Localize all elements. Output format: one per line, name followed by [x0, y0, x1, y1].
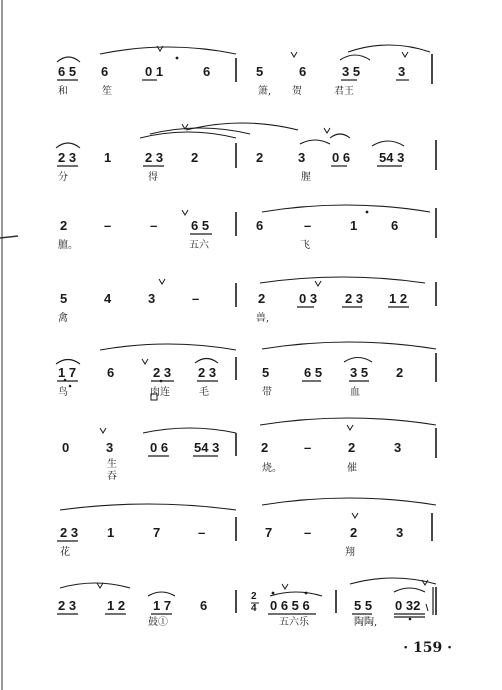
slur — [262, 342, 436, 349]
lyric: 肉连 — [150, 387, 170, 398]
note: 1 — [107, 525, 115, 540]
slur — [262, 205, 430, 212]
note: 3 5 — [342, 64, 361, 79]
slur — [100, 344, 236, 350]
lyric: 生 — [107, 459, 117, 470]
note: – — [198, 525, 206, 540]
breath-mark — [352, 513, 358, 518]
note: – — [304, 440, 312, 455]
note: 2 3 — [58, 598, 77, 613]
slur — [394, 588, 425, 592]
note: 3 — [106, 440, 114, 455]
slur — [300, 140, 330, 144]
note: 54 3 — [379, 150, 405, 165]
slur — [270, 592, 322, 596]
note: 1 2 — [107, 598, 126, 613]
page-edge-mark — [0, 236, 18, 238]
breath-mark — [282, 584, 288, 589]
note: 2 3 — [60, 525, 79, 540]
note: 2 3 — [345, 291, 364, 306]
slur — [56, 143, 80, 148]
note: 5 — [60, 291, 68, 306]
note: 6 5 — [304, 365, 323, 380]
time-signature-bottom: 4 — [251, 603, 257, 614]
note: 0 1 — [145, 64, 164, 79]
note: 1 — [350, 218, 358, 233]
breath-mark — [159, 279, 165, 284]
octave-dot — [409, 618, 412, 621]
lyric: 带 — [262, 387, 272, 398]
note: 6 — [101, 64, 109, 79]
note: 6 5 — [58, 64, 77, 79]
lyric: 腥 — [301, 172, 311, 183]
note: 2 — [350, 525, 358, 540]
note: 2 3 — [145, 150, 164, 165]
note: – — [192, 291, 200, 306]
lyric: 箫, — [258, 86, 272, 97]
note: 2 3 — [153, 365, 172, 380]
note: 2 — [261, 440, 269, 455]
octave-dot — [176, 57, 179, 60]
breath-mark — [97, 583, 103, 588]
octave-dot — [305, 592, 308, 595]
note: – — [304, 525, 312, 540]
note: 3 — [298, 150, 306, 165]
note: 6 — [107, 365, 115, 380]
slur — [195, 359, 218, 364]
note: 7 — [153, 525, 161, 540]
note: 6 — [299, 64, 307, 79]
note: 1 2 — [389, 291, 408, 306]
note: 3 — [398, 64, 406, 79]
note: 0 6 — [150, 440, 169, 455]
lyric: 得 — [148, 172, 158, 183]
slur — [143, 428, 236, 433]
breath-mark — [100, 428, 106, 433]
note: 0 6 — [332, 150, 351, 165]
note: 2 3 — [198, 365, 217, 380]
note: 3 — [148, 291, 156, 306]
slur — [344, 358, 372, 363]
slur — [330, 134, 350, 138]
slur — [340, 55, 370, 60]
breath-mark — [347, 425, 353, 430]
lyric: 分 — [58, 172, 68, 183]
time-signature-top: 2 — [251, 591, 257, 602]
breath-mark — [291, 52, 297, 57]
note: 2 — [396, 365, 404, 380]
lyric: 兽, — [256, 313, 270, 324]
note: 2 3 — [58, 150, 77, 165]
breath-mark — [402, 52, 408, 57]
lyric: 血 — [350, 387, 360, 398]
note: 6 — [203, 64, 211, 79]
slur — [56, 360, 80, 365]
lyric: 贺 — [292, 86, 302, 97]
lyric: 翔 — [345, 547, 355, 558]
octave-dot — [272, 592, 275, 595]
note: 1 7 — [153, 598, 172, 613]
note: 2 — [256, 150, 264, 165]
slur — [262, 498, 436, 505]
lyric: 五六乐 — [279, 617, 309, 628]
breath-mark — [142, 359, 148, 364]
note: 0 3 — [299, 291, 318, 306]
note: 6 5 — [191, 218, 210, 233]
octave-dot — [160, 380, 163, 383]
lyric: 君王 — [334, 86, 354, 97]
note: – — [104, 218, 112, 233]
note: 5 — [256, 64, 264, 79]
note: 5 — [262, 365, 270, 380]
slur — [57, 57, 80, 62]
slur — [260, 418, 436, 425]
comma-mark — [426, 604, 428, 611]
note: 1 7 — [58, 365, 77, 380]
lyric: 花 — [60, 547, 70, 558]
slur — [148, 592, 175, 596]
octave-dot — [69, 385, 72, 388]
slur — [60, 504, 236, 510]
note: 5 5 — [354, 598, 373, 613]
note: – — [304, 218, 312, 233]
lyric: 五六 — [189, 240, 209, 251]
slur — [60, 583, 130, 588]
breath-mark — [422, 580, 428, 585]
note: 2 — [258, 291, 266, 306]
note: 3 — [396, 525, 404, 540]
note: 6 — [200, 598, 208, 613]
note: 54 3 — [194, 440, 220, 455]
page-number: · 159 · — [403, 640, 452, 656]
note: 6 — [256, 218, 264, 233]
lyric: 鸟 — [58, 387, 68, 398]
lyric: 鼓① — [148, 617, 168, 628]
octave-dot — [366, 211, 369, 214]
slur — [186, 123, 298, 130]
lyric: 飞 — [300, 240, 310, 251]
lyric: 烧。 — [262, 463, 282, 474]
lyric: 膻。 — [58, 240, 78, 251]
slur — [100, 47, 236, 54]
note: 2 — [191, 150, 199, 165]
note: 2 — [60, 218, 68, 233]
note: – — [150, 218, 158, 233]
note: 3 5 — [350, 365, 369, 380]
note: 4 — [104, 291, 112, 306]
lyric: 和 — [58, 86, 68, 97]
slur — [372, 141, 404, 146]
note: 2 — [348, 440, 356, 455]
note: 6 — [391, 218, 399, 233]
breath-mark — [182, 210, 188, 215]
note: 0 6 5 6 — [270, 598, 310, 613]
lyric: 笙 — [102, 86, 112, 97]
breath-mark — [324, 128, 330, 133]
note: 1 — [104, 150, 112, 165]
note: 3 — [394, 440, 402, 455]
note: 0 32 — [395, 598, 421, 613]
slur — [348, 45, 430, 52]
note: 0 — [62, 440, 70, 455]
lyric: 禽 — [58, 313, 68, 324]
lyric: 陶陶, — [354, 617, 378, 628]
lyric: 催 — [347, 463, 357, 474]
lyric: 吞 — [107, 471, 117, 482]
lyric: 毛 — [199, 387, 209, 398]
slur — [260, 277, 425, 283]
breath-mark — [315, 281, 321, 286]
note: 7 — [265, 525, 273, 540]
